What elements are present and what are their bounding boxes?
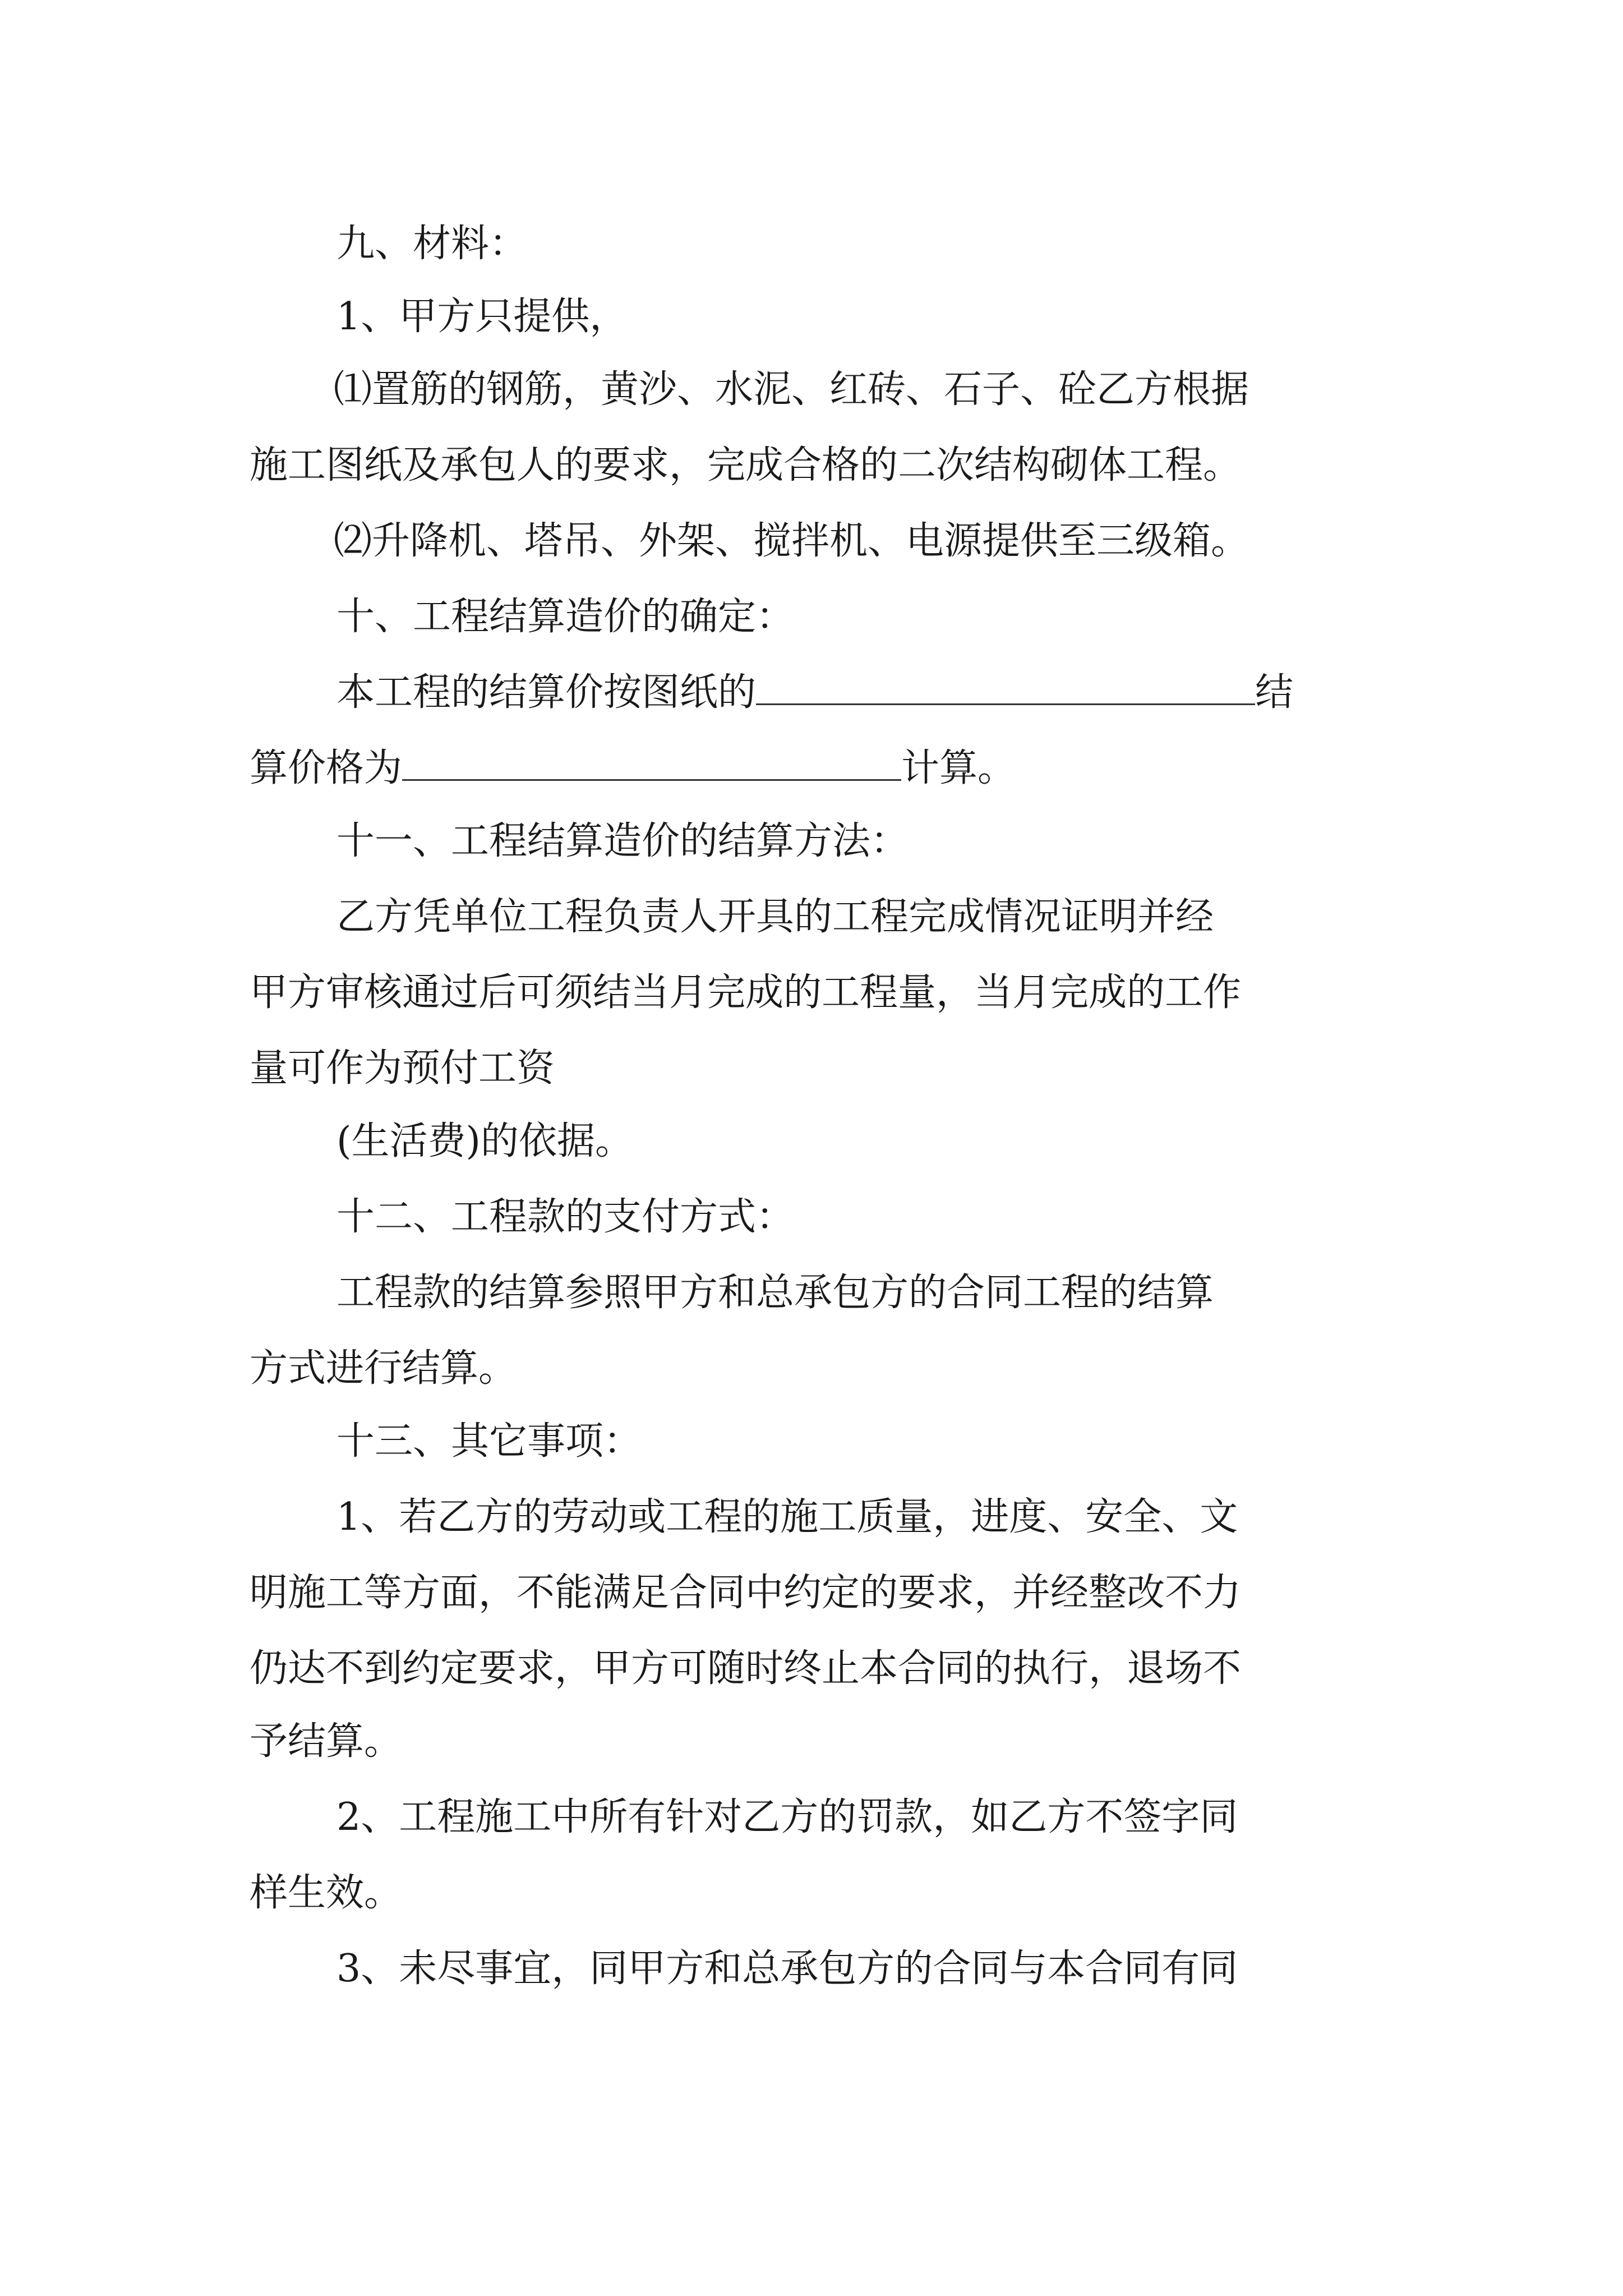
heading-text: 十、工程结算造价的确定： xyxy=(336,595,795,639)
paragraph-text: 施工图纸及承包人的要求，完成合格的二次结构砌体工程。 xyxy=(250,443,1242,487)
paragraph-line xyxy=(0,1114,1623,1170)
paragraph-line xyxy=(0,740,1623,797)
paragraph-text: 1、若乙方的劳动或工程的施工质量，进度、安全、文 xyxy=(336,1495,1238,1539)
paragraph-text: 1、甲方只提供， xyxy=(336,295,628,339)
heading-text: 九、材料： xyxy=(336,222,528,266)
paragraph-line xyxy=(0,289,1623,345)
paragraph-text: 计算。 xyxy=(901,746,1016,790)
paragraph-text: 2、工程施工中所有针对乙方的罚款，如乙方不签字同 xyxy=(336,1795,1238,1839)
paragraph-text: 工程款的结算参照甲方和总承包方的合同工程的结算 xyxy=(336,1271,1214,1315)
paragraph-line xyxy=(0,438,1623,494)
heading-settlement-method xyxy=(0,813,1623,869)
paragraph-line xyxy=(0,362,1623,418)
heading-text: 十一、工程结算造价的结算方法： xyxy=(336,819,909,863)
paragraph-text: (生活费)的依据。 xyxy=(336,1119,634,1163)
paragraph-text: 仍达不到约定要求，甲方可随时终止本合同的执行，退场不 xyxy=(250,1646,1242,1691)
paragraph-line xyxy=(0,1941,1623,1997)
paragraph-text: 结 xyxy=(1255,670,1294,715)
paragraph-text: 甲方审核通过后可须结当月完成的工程量，当月完成的工作 xyxy=(250,970,1242,1015)
fill-in-blank xyxy=(756,670,1255,705)
paragraph-text: 3、未尽事宜，同甲方和总承包方的合同与本合同有同 xyxy=(336,1947,1238,1991)
heading-text: 十二、工程款的支付方式： xyxy=(336,1195,795,1239)
heading-other-matters xyxy=(0,1414,1623,1470)
paragraph-text: 本工程的结算价按图纸的 xyxy=(336,670,757,715)
paragraph-text: 算价格为 xyxy=(250,746,403,790)
paragraph-line xyxy=(0,965,1623,1021)
paragraph-line xyxy=(0,1865,1623,1921)
paragraph-text: 样生效。 xyxy=(250,1871,403,1915)
paragraph-text: 予结算。 xyxy=(250,1719,403,1764)
paragraph-line xyxy=(0,889,1623,945)
paragraph-text: 乙方凭单位工程负责人开具的工程完成情况证明并经 xyxy=(336,895,1214,939)
paragraph-line xyxy=(0,1489,1623,1545)
paragraph-line xyxy=(0,513,1623,569)
paragraph-line xyxy=(0,1565,1623,1621)
paragraph-text: ⑵升降机、塔吊、外架、搅拌机、电源提供至三级箱。 xyxy=(334,519,1249,563)
fill-in-blank xyxy=(402,746,901,781)
heading-payment xyxy=(0,1189,1623,1245)
paragraph-line xyxy=(0,1641,1623,1697)
paragraph-line xyxy=(0,1714,1623,1770)
paragraph-line xyxy=(0,1265,1623,1321)
paragraph-line xyxy=(0,1789,1623,1846)
paragraph-line xyxy=(0,1341,1623,1397)
heading-settlement-price xyxy=(0,589,1623,645)
paragraph-text: 方式进行结算。 xyxy=(250,1346,517,1391)
paragraph-line xyxy=(0,1041,1623,1097)
heading-materials xyxy=(0,216,1623,272)
paragraph-line xyxy=(0,665,1623,721)
paragraph-text: 明施工等方面，不能满足合同中约定的要求，并经整改不力 xyxy=(250,1571,1242,1615)
paragraph-text: 量可作为预付工资 xyxy=(250,1046,555,1091)
paragraph-text: ⑴置筋的钢筋，黄沙、水泥、红砖、石子、砼乙方根据 xyxy=(334,367,1249,412)
heading-text: 十三、其它事项： xyxy=(336,1419,642,1464)
